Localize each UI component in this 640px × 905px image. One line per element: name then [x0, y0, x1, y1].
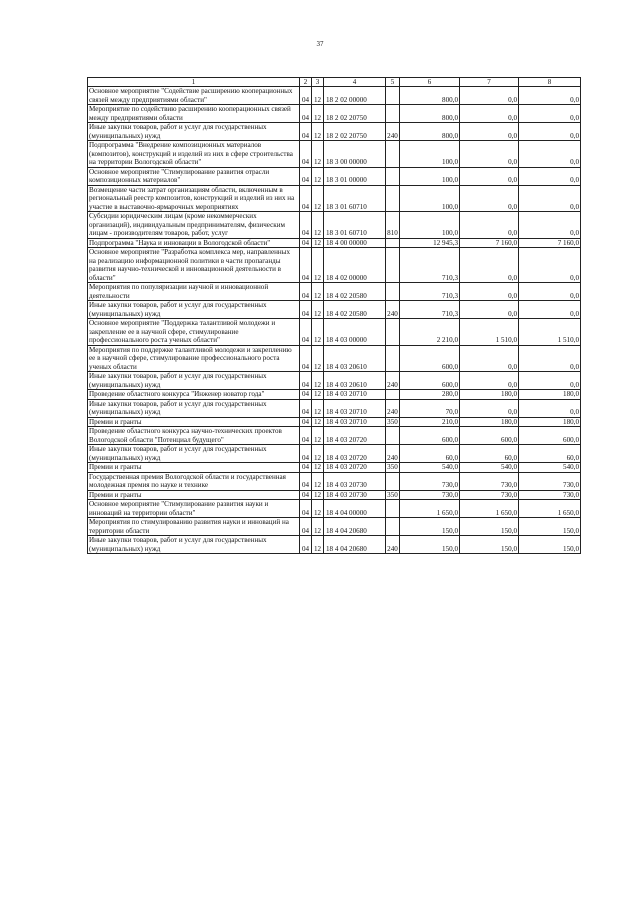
- expense-type-cell: 240: [386, 301, 400, 319]
- row-name-cell: Мероприятия по стимулированию развития науки и инноваций на территории области: [88, 518, 300, 536]
- amount-col6-cell: 710,3: [400, 248, 460, 283]
- expense-type-cell: [386, 390, 400, 400]
- amount-col8-cell: 1 510,0: [519, 319, 581, 346]
- expense-type-cell: 350: [387, 463, 398, 471]
- subsection-code-cell: 12: [312, 390, 324, 400]
- subsection-code-cell: 12: [312, 399, 324, 417]
- target-article-cell: 18 4 03 20710: [324, 399, 386, 417]
- expense-type-cell: [386, 427, 400, 445]
- amount-col8-cell: 7 160,0: [519, 238, 581, 248]
- table-row: [88, 212, 581, 239]
- amount-col6-cell: 2 210,0: [400, 319, 460, 346]
- amount-col7-cell: 0,0: [460, 141, 519, 168]
- header-cell: 6: [400, 78, 460, 87]
- amount-col6-cell: 710,3: [400, 283, 460, 301]
- row-name-cell: Подпрограмма "Внедрение композиционных материалов (композитов), конструкций и изделий из них в сфере строительства на территории Вологодской области": [88, 141, 300, 168]
- row-name-cell: Иные закупки товаров, работ и услуг для государственных (муниципальных) нужд: [88, 372, 300, 390]
- expense-type-cell: [386, 238, 400, 248]
- row-name-cell: Мероприятия по поддержке талантливой молодежи и закреплению ее в научной сфере, стимулирование профессионального роста ученых области: [88, 345, 300, 372]
- amount-col6-cell: 710,3: [400, 301, 460, 319]
- table-row: [88, 536, 581, 554]
- amount-col8-cell: 0,0: [519, 87, 581, 105]
- section-code-cell: 04: [300, 490, 312, 500]
- target-article-cell: 18 4 03 20710: [324, 390, 386, 400]
- target-article-cell: 18 4 03 20720: [324, 427, 386, 445]
- expense-type-cell: [386, 319, 400, 346]
- amount-col8-cell: 600,0: [519, 427, 581, 445]
- expense-type-cell: [386, 500, 400, 518]
- section-code-cell: 04: [300, 417, 312, 427]
- amount-col6-cell: 600,0: [400, 427, 460, 445]
- table-row: [88, 185, 581, 212]
- subsection-code-cell: 12: [312, 445, 324, 463]
- subsection-code-cell: 12: [312, 490, 324, 500]
- target-article-cell: 18 3 01 60710: [324, 212, 386, 239]
- amount-col7-cell: 0,0: [460, 212, 519, 239]
- expense-type-cell: 240: [386, 445, 400, 463]
- subsection-code-cell: 12: [312, 301, 324, 319]
- amount-col6-cell: 210,0: [400, 417, 460, 427]
- section-code-cell: 04: [300, 212, 312, 239]
- amount-col7-cell: 0,0: [460, 345, 519, 372]
- table-row: [88, 427, 581, 445]
- amount-col7-cell: 0,0: [460, 399, 519, 417]
- header-cell: 1: [88, 78, 300, 87]
- table-row: [88, 463, 581, 473]
- subsection-code-cell: 12: [312, 372, 324, 390]
- target-article-cell: 18 2 02 20750: [324, 123, 386, 141]
- amount-col6-cell: 100,0: [400, 185, 460, 212]
- amount-col6-cell: 100,0: [400, 167, 460, 185]
- subsection-code-cell: 12: [312, 463, 324, 473]
- header-cell: 7: [460, 78, 519, 87]
- header-cell: 2: [300, 78, 312, 87]
- target-article-cell: 18 4 03 20710: [324, 417, 386, 427]
- table-row: [88, 417, 581, 427]
- expense-type-cell: 240: [386, 536, 400, 554]
- subsection-code-cell: 12: [312, 167, 324, 185]
- amount-col7-cell: 1 650,0: [460, 500, 519, 518]
- header-cell: 3: [312, 78, 324, 87]
- amount-col7-cell: 0,0: [460, 185, 519, 212]
- target-article-cell: 18 4 02 20580: [324, 301, 386, 319]
- amount-col6-cell: 600,0: [400, 372, 460, 390]
- subsection-code-cell: 12: [312, 123, 324, 141]
- table-row: [88, 518, 581, 536]
- amount-col7-cell: 0,0: [460, 301, 519, 319]
- amount-col7-cell: 600,0: [460, 427, 519, 445]
- target-article-cell: 18 4 03 00000: [324, 319, 386, 346]
- target-article-cell: 18 4 03 20730: [324, 490, 386, 500]
- table-row: [88, 283, 581, 301]
- row-name-cell: Основное мероприятие "Поддержка талантливой молодежи и закрепление ее в научной сфере, стимулирование профессионального роста ученых области": [88, 319, 300, 346]
- section-code-cell: 04: [300, 238, 312, 248]
- section-code-cell: 04: [300, 185, 312, 212]
- section-code-cell: 04: [300, 283, 312, 301]
- row-name-cell: Иные закупки товаров, работ и услуг для государственных (муниципальных) нужд: [88, 445, 300, 463]
- amount-col6-cell: 730,0: [400, 490, 460, 500]
- amount-col7-cell: 0,0: [460, 248, 519, 283]
- amount-col6-cell: 800,0: [400, 123, 460, 141]
- amount-col8-cell: 180,0: [519, 417, 581, 427]
- section-code-cell: 04: [300, 518, 312, 536]
- row-name-cell: Подпрограмма "Наука и инновации в Вологодской области": [88, 238, 300, 248]
- table-row: [88, 399, 581, 417]
- subsection-code-cell: 12: [312, 87, 324, 105]
- section-code-cell: 04: [300, 167, 312, 185]
- amount-col8-cell: 150,0: [519, 518, 581, 536]
- row-name-cell: Возмещение части затрат организациям области, включенным в региональный реестр композитов, конструкций и изделий из них на участие в выставочно-ярмарочных мероприятиях: [88, 185, 300, 212]
- amount-col8-cell: 0,0: [519, 372, 581, 390]
- row-name-cell: Основное мероприятие "Содействие расширению кооперационных связей между предприятиями области": [88, 87, 300, 105]
- section-code-cell: 04: [300, 372, 312, 390]
- expense-type-cell: 240: [386, 372, 400, 390]
- target-article-cell: 18 4 00 00000: [324, 238, 386, 248]
- section-code-cell: 04: [300, 472, 312, 490]
- section-code-cell: 04: [300, 463, 312, 473]
- target-article-cell: 18 3 01 60710: [324, 185, 386, 212]
- amount-col6-cell: 600,0: [400, 345, 460, 372]
- header-cell: 8: [519, 78, 581, 87]
- expense-type-cell: [386, 185, 400, 212]
- section-code-cell: 04: [300, 141, 312, 168]
- amount-col8-cell: 0,0: [519, 301, 581, 319]
- subsection-code-cell: 12: [312, 319, 324, 346]
- amount-col7-cell: 730,0: [460, 472, 519, 490]
- table-row: [88, 167, 581, 185]
- target-article-cell: 18 4 03 20720: [324, 445, 386, 463]
- section-code-cell: 04: [300, 301, 312, 319]
- row-name-cell: Иные закупки товаров, работ и услуг для государственных (муниципальных) нужд: [88, 399, 300, 417]
- amount-col6-cell: 280,0: [400, 390, 460, 400]
- table-row: [88, 390, 581, 400]
- amount-col8-cell: 0,0: [519, 167, 581, 185]
- amount-col7-cell: 0,0: [460, 283, 519, 301]
- target-article-cell: 18 3 00 00000: [324, 141, 386, 168]
- amount-col8-cell: 0,0: [519, 345, 581, 372]
- row-name-cell: Иные закупки товаров, работ и услуг для государственных (муниципальных) нужд: [88, 123, 300, 141]
- amount-col7-cell: 60,0: [460, 445, 519, 463]
- amount-col8-cell: 0,0: [519, 123, 581, 141]
- header-cell: 4: [324, 78, 386, 87]
- table-row: [88, 445, 581, 463]
- table-row: [88, 319, 581, 346]
- target-article-cell: 18 4 04 00000: [324, 500, 386, 518]
- subsection-code-cell: 12: [312, 105, 324, 123]
- expense-type-cell: 240: [386, 399, 400, 417]
- amount-col7-cell: 0,0: [460, 123, 519, 141]
- section-code-cell: 04: [300, 445, 312, 463]
- amount-col8-cell: 150,0: [519, 536, 581, 554]
- amount-col6-cell: 100,0: [400, 212, 460, 239]
- section-code-cell: 04: [300, 536, 312, 554]
- amount-col8-cell: 730,0: [519, 472, 581, 490]
- subsection-code-cell: 12: [312, 500, 324, 518]
- amount-col8-cell: 0,0: [519, 283, 581, 301]
- expense-type-cell: [386, 472, 400, 490]
- expense-type-cell: 240: [386, 123, 400, 141]
- budget-table: [87, 77, 581, 554]
- section-code-cell: 04: [300, 500, 312, 518]
- amount-col7-cell: 150,0: [460, 518, 519, 536]
- target-article-cell: 18 4 03 20730: [324, 472, 386, 490]
- subsection-code-cell: 12: [312, 536, 324, 554]
- expense-type-cell: [386, 518, 400, 536]
- table-row: [88, 301, 581, 319]
- amount-col7-cell: 0,0: [460, 167, 519, 185]
- expense-type-cell: [386, 167, 400, 185]
- section-code-cell: 04: [300, 105, 312, 123]
- subsection-code-cell: 12: [312, 472, 324, 490]
- subsection-code-cell: 12: [312, 345, 324, 372]
- amount-col8-cell: 0,0: [519, 185, 581, 212]
- expense-type-cell: [386, 141, 400, 168]
- amount-col7-cell: 730,0: [460, 490, 519, 500]
- section-code-cell: 04: [300, 399, 312, 417]
- page-number: 37: [316, 40, 324, 48]
- target-article-cell: 18 2 02 20750: [324, 105, 386, 123]
- header-row: [88, 78, 581, 87]
- amount-col7-cell: 0,0: [460, 372, 519, 390]
- target-article-cell: 18 4 03 20720: [324, 463, 386, 473]
- amount-col6-cell: 150,0: [400, 536, 460, 554]
- subsection-code-cell: 12: [312, 417, 324, 427]
- row-name-cell: Проведение областного конкурса "Инженер новатор года": [88, 390, 300, 400]
- amount-col8-cell: 0,0: [519, 248, 581, 283]
- table-row: [88, 472, 581, 490]
- row-name-cell: Основное мероприятие "Разработка комплекса мер, направленных на реализацию информационной политики в части пропаганды развития научно-технической и инновационной деятельности в области": [88, 248, 300, 283]
- amount-col7-cell: 150,0: [460, 536, 519, 554]
- row-name-cell: Мероприятие по содействию расширению кооперационных связей между предприятиями области: [88, 105, 300, 123]
- amount-col6-cell: 540,0: [400, 463, 460, 473]
- amount-col6-cell: 70,0: [400, 399, 460, 417]
- table-row: [88, 141, 581, 168]
- amount-col8-cell: 1 650,0: [519, 500, 581, 518]
- amount-col7-cell: 1 510,0: [460, 319, 519, 346]
- amount-col6-cell: 100,0: [400, 141, 460, 168]
- target-article-cell: 18 4 04 20680: [324, 518, 386, 536]
- table-row: [88, 500, 581, 518]
- amount-col8-cell: 730,0: [519, 490, 581, 500]
- subsection-code-cell: 12: [312, 212, 324, 239]
- target-article-cell: 18 4 02 20580: [324, 283, 386, 301]
- amount-col8-cell: 0,0: [519, 399, 581, 417]
- amount-col8-cell: 0,0: [519, 105, 581, 123]
- target-article-cell: 18 4 03 20610: [324, 372, 386, 390]
- amount-col6-cell: 730,0: [400, 472, 460, 490]
- subsection-code-cell: 12: [312, 185, 324, 212]
- target-article-cell: 18 2 02 00000: [324, 87, 386, 105]
- amount-col8-cell: 0,0: [519, 141, 581, 168]
- header-cell: 5: [386, 78, 400, 87]
- expense-type-cell: [386, 105, 400, 123]
- row-name-cell: Субсидии юридическим лицам (кроме некоммерческих организаций), индивидуальным предпринимателям, физическим лицам - производителям товаров, работ, услуг: [88, 212, 300, 239]
- amount-col8-cell: 0,0: [519, 212, 581, 239]
- row-name-cell: Мероприятия по популяризации научной и инновационной деятельности: [88, 283, 300, 301]
- subsection-code-cell: 12: [312, 427, 324, 445]
- target-article-cell: 18 4 03 20610: [324, 345, 386, 372]
- target-article-cell: 18 4 04 20680: [324, 536, 386, 554]
- amount-col8-cell: 60,0: [519, 445, 581, 463]
- expense-type-cell: [386, 87, 400, 105]
- section-code-cell: 04: [300, 123, 312, 141]
- row-name-cell: Государственная премия Вологодской области и государственная молодежная премия по науке и технике: [88, 472, 300, 490]
- expense-type-cell: [386, 248, 400, 283]
- amount-col8-cell: 180,0: [519, 390, 581, 400]
- table-row: [88, 372, 581, 390]
- row-name-cell: Основное мероприятие "Стимулирование развития науки и инноваций на территории области": [88, 500, 300, 518]
- row-name-cell: Основное мероприятие "Стимулирование развития отрасли композиционных материалов": [88, 167, 300, 185]
- section-code-cell: 04: [300, 87, 312, 105]
- amount-col8-cell: 540,0: [519, 463, 581, 473]
- expense-type-cell: 350: [387, 417, 398, 426]
- expense-type-cell: [386, 345, 400, 372]
- expense-type-cell: 810: [386, 212, 400, 239]
- amount-col6-cell: 800,0: [400, 105, 460, 123]
- table-row: [88, 238, 581, 248]
- subsection-code-cell: 12: [312, 238, 324, 248]
- section-code-cell: 04: [300, 345, 312, 372]
- amount-col6-cell: 150,0: [400, 518, 460, 536]
- section-code-cell: 04: [300, 427, 312, 445]
- amount-col7-cell: 0,0: [460, 87, 519, 105]
- subsection-code-cell: 12: [312, 141, 324, 168]
- amount-col6-cell: 800,0: [400, 87, 460, 105]
- amount-col7-cell: 0,0: [460, 105, 519, 123]
- table-row: [88, 490, 581, 500]
- section-code-cell: 04: [300, 248, 312, 283]
- target-article-cell: 18 3 01 00000: [324, 167, 386, 185]
- subsection-code-cell: 12: [312, 283, 324, 301]
- amount-col6-cell: 1 650,0: [400, 500, 460, 518]
- section-code-cell: 04: [300, 390, 312, 400]
- row-name-cell: Иные закупки товаров, работ и услуг для государственных (муниципальных) нужд: [88, 536, 300, 554]
- amount-col7-cell: 7 160,0: [460, 238, 519, 248]
- amount-col6-cell: 60,0: [400, 445, 460, 463]
- table-row: [88, 87, 581, 105]
- row-name-cell: Премии и гранты: [88, 417, 300, 427]
- table-row: [88, 345, 581, 372]
- target-article-cell: 18 4 02 00000: [324, 248, 386, 283]
- subsection-code-cell: 12: [312, 248, 324, 283]
- amount-col7-cell: 540,0: [460, 463, 519, 473]
- amount-col7-cell: 180,0: [460, 390, 519, 400]
- row-name-cell: Премии и гранты: [88, 463, 300, 473]
- table-row: [88, 123, 581, 141]
- expense-type-cell: 350: [387, 490, 398, 499]
- amount-col6-cell: 12 945,3: [400, 238, 460, 248]
- amount-col7-cell: 180,0: [460, 417, 519, 427]
- subsection-code-cell: 12: [312, 518, 324, 536]
- table-row: [88, 105, 581, 123]
- section-code-cell: 04: [300, 319, 312, 346]
- table-row: [88, 248, 581, 283]
- row-name-cell: Проведение областного конкурса научно-технических проектов Вологодской области "Потенциал будущего": [88, 427, 300, 445]
- row-name-cell: Иные закупки товаров, работ и услуг для государственных (муниципальных) нужд: [88, 301, 300, 319]
- row-name-cell: Премии и гранты: [88, 490, 300, 500]
- expense-type-cell: [386, 283, 400, 301]
